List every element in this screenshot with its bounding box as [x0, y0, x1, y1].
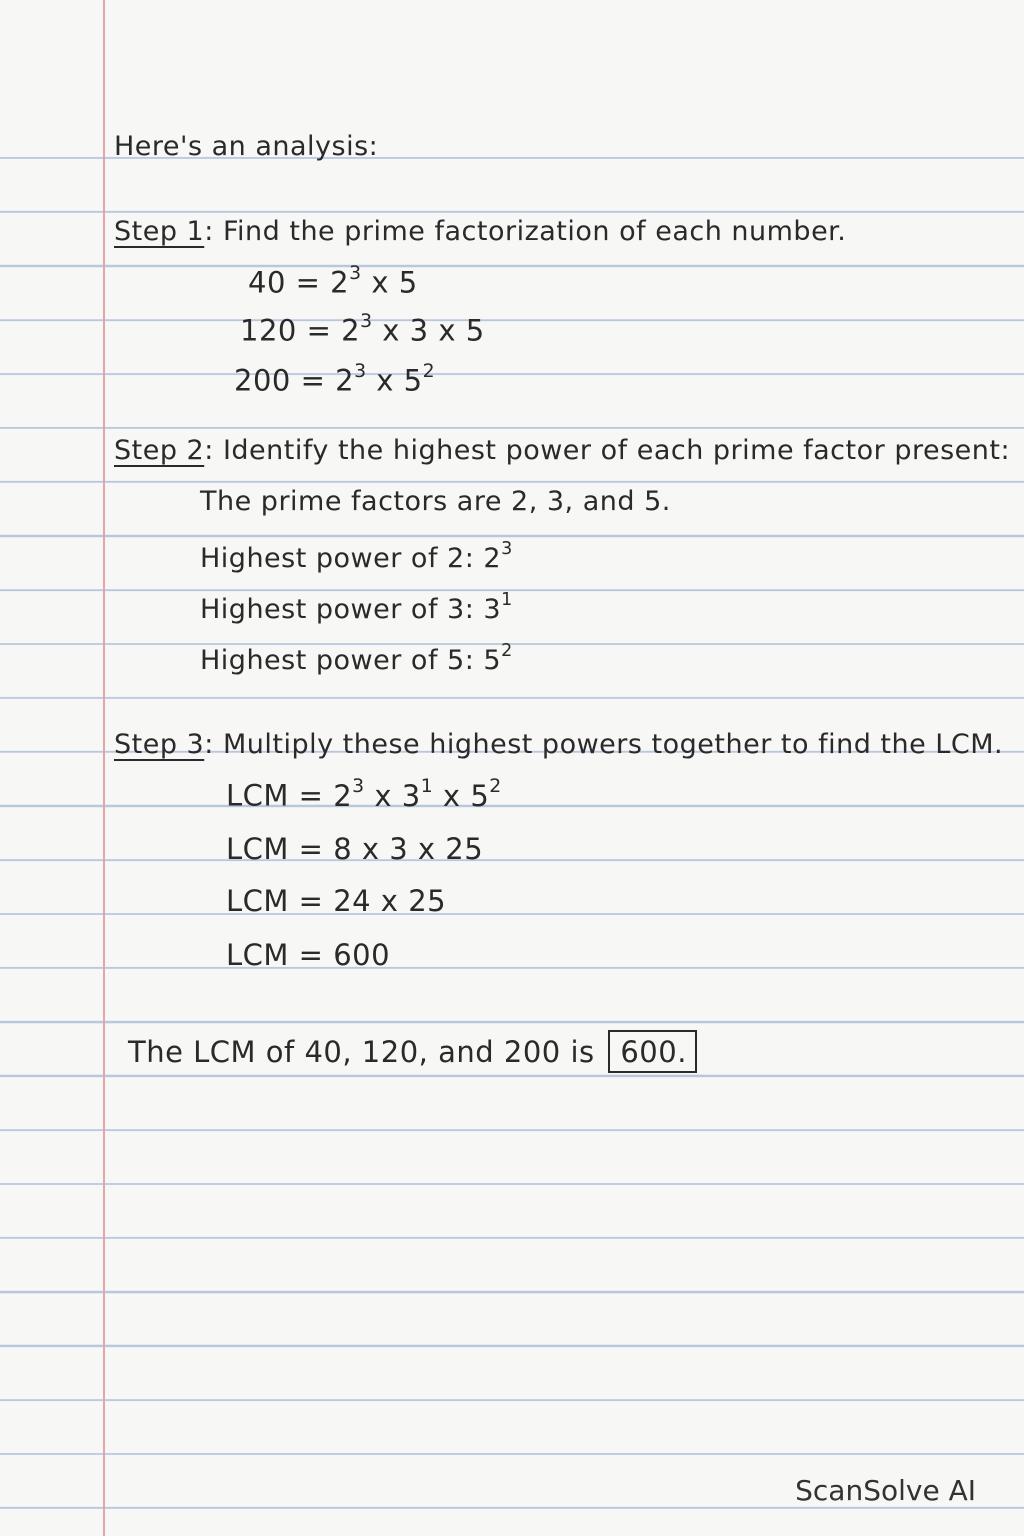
step1-row-1 — [248, 263, 418, 300]
highest-1-value: $2^3$ — [483, 539, 513, 574]
step2-text: Identify the highest power of each prime factor present: — [222, 435, 1011, 466]
step2-highest-1 — [200, 539, 513, 574]
step1-heading — [114, 218, 846, 245]
highest-2-text: Highest power of 3: — [200, 594, 475, 625]
lcm-line-2: LCM = 8 x 3 x 25 — [226, 832, 484, 866]
factor-base: 3 — [409, 313, 429, 348]
times-operator: x — [428, 313, 466, 348]
step2-highest-3 — [200, 641, 513, 676]
times-operator: x — [364, 778, 402, 813]
factor-base: 2 — [333, 778, 353, 813]
intro-text: Here's an analysis: — [114, 131, 379, 162]
equals-sign: = — [290, 363, 336, 398]
lcm-line-3: LCM = 24 x 25 — [226, 884, 447, 918]
step3-label: Step 3 — [114, 729, 205, 760]
lcm-line-4: LCM = 600 — [226, 938, 391, 972]
factor-base: 2 — [330, 265, 350, 300]
factor-base: 5 — [465, 313, 485, 348]
answer-box: 600. — [608, 1030, 697, 1073]
times-operator: x — [361, 265, 399, 300]
factor-base: 5 — [398, 265, 418, 300]
step1-label: Step 1 — [114, 216, 205, 247]
factor-exponent: 1 — [420, 776, 434, 798]
step1-colon: : — [204, 216, 214, 247]
footer-brand: ScanSolve AI — [795, 1474, 976, 1507]
factor-exponent: 3 — [360, 311, 373, 333]
step1-row-3 — [234, 361, 436, 398]
step2-colon: : — [204, 435, 214, 466]
factor-base: 2 — [335, 363, 355, 398]
highest-3-value: $5^2$ — [483, 641, 513, 676]
factor-base: 3 — [401, 778, 421, 813]
step3-heading — [114, 731, 1003, 758]
factor-exponent: 3 — [352, 776, 365, 798]
step3-colon: : — [204, 729, 214, 760]
step1-text: Find the prime factorization of each number. — [222, 216, 847, 247]
factor-lhs: 40 — [248, 265, 286, 300]
conclusion — [128, 1030, 697, 1073]
factor-base: 2 — [341, 313, 361, 348]
lcm-line-1: LCM = $2^3$ x $3^1$ x $5^2$ — [226, 776, 502, 813]
times-operator: x — [366, 363, 404, 398]
highest-3-text: Highest power of 5: — [200, 645, 475, 676]
margin-line — [103, 0, 105, 1536]
step2-heading — [114, 437, 1010, 464]
step1-row-2 — [240, 311, 485, 348]
times-operator: x — [372, 313, 410, 348]
equals-sign: = — [285, 265, 331, 300]
step2-primes-line: The prime factors are 2, 3, and 5. — [200, 486, 671, 517]
step3-text: Multiply these highest powers together to find the LCM. — [222, 729, 1004, 760]
lcm-line-1-parts — [333, 776, 502, 813]
highest-1-text: Highest power of 2: — [200, 543, 475, 574]
factor-exponent: 3 — [349, 263, 362, 285]
factor-exponent: 2 — [489, 776, 502, 798]
paper-header-band — [0, 0, 1024, 105]
factor-base: 5 — [403, 363, 423, 398]
factor-lhs: 120 — [240, 313, 297, 348]
factor-lhs: 200 — [234, 363, 291, 398]
factor-exponent: 3 — [354, 361, 367, 383]
factor-exponent: 2 — [422, 361, 436, 383]
step2-label: Step 2 — [114, 435, 205, 466]
equals-sign: = — [296, 313, 342, 348]
conclusion-text: The LCM of 40, 120, and 200 is — [128, 1035, 595, 1069]
times-operator: x — [433, 778, 471, 813]
highest-2-value: $3^1$ — [483, 590, 513, 625]
step2-highest-2 — [200, 590, 513, 625]
factor-base: 5 — [470, 778, 490, 813]
